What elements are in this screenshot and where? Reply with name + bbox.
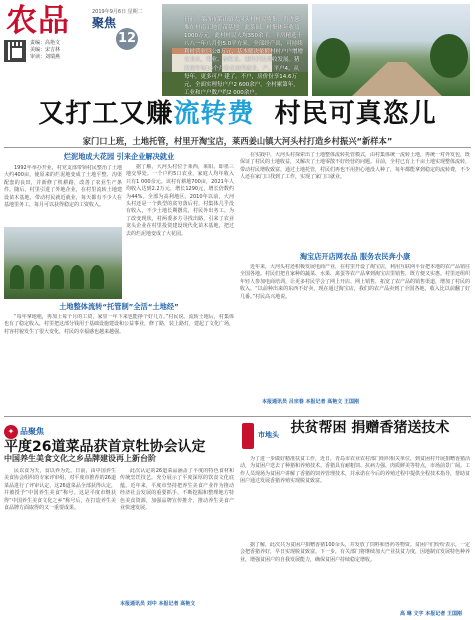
article-column: 在实践中，大河头村探索出了土地整体流转托管模式，由村集体统一流转土地，再统一对外发包，既保证了村民的土地收益，又解决了土地零散不好经营的问题。目前，全村已有上千亩土地实现整体流转，带动村民增收致富。通过土地托管，村民们再也不用担心地没人种了，每年都能拿到稳定的流转费，不少人还在家门口找到了工作，实现了家门口就业。 <box>240 152 470 181</box>
staff-editor: 责编：高艳文 <box>30 40 61 46</box>
article-column: 据了解，此次共为贫困户捐赠香猪100余头，并发放了饲料和兽药等物资。贫困户们纷纷表示，一定会把香猪养好，早日实现脱贫致富。下一步，有关部门将继续加大产业扶贫力度，因地制宜发展特色种养业，增强贫困户的自我发展能力，确保贫困户持续稳定增收。 <box>240 542 470 563</box>
staff-reviewer: 审读：刘瑞燕 <box>30 54 61 60</box>
tree <box>70 265 84 289</box>
section-badge-icon <box>242 423 254 449</box>
headline-highlight: 流转费 <box>173 99 255 129</box>
section-badge-icon: ✦ <box>4 425 18 439</box>
divider <box>4 416 471 417</box>
section-heading: 土地整体流转“托管制”全活“土地经” <box>59 302 179 311</box>
article-subtitle: 中国养生美食文化之乡品牌建设再上新台阶 <box>4 454 156 463</box>
masthead <box>4 4 155 66</box>
garden-photo <box>312 4 470 96</box>
section-name: 聚焦 <box>92 16 117 30</box>
staff-list <box>30 40 60 61</box>
sub-headline: 家门口上班，土地托管，村里开淘宝店，莱西姜山镇大河头村打造乡村振兴“新样本” <box>82 136 393 146</box>
qr-code-icon <box>4 40 26 62</box>
garden-path <box>352 62 442 96</box>
tree <box>30 265 44 289</box>
section-heading: 烂泥地成大花园 引来企业解决就业 <box>63 152 175 161</box>
main-headline <box>0 98 475 130</box>
article-title: 平度26道菜品获首京牡协会认定 <box>4 439 206 455</box>
tree <box>90 265 104 289</box>
section-label: 品聚焦 <box>20 427 44 436</box>
byline: 高 琳 文字 本报记者 王国刚 <box>400 611 462 617</box>
tree <box>316 38 350 78</box>
orchard-photo <box>4 227 122 299</box>
article-column: 此次认定的26道菜品涵盖了平度的特色食材和传统烹饪技艺，充分展示了平度深厚的饮食文化底蕴。近年来，平度市坚持把养生美食产业作为推动经济社会发展的重要抓手，不断挖掘和整理地方特色美食资源，加强品牌宣传推介，推动养生美食产业快速发展。 <box>120 468 234 512</box>
section-label: 市地头 <box>258 431 279 439</box>
article-column: 近年来，大河头村还积极发展电商产业，在村里开设了淘宝店，利用互联网平台把本地的农产品销往全国各地。村民们把自家种的蔬菜、水果、禽蛋等农产品拿到淘宝店里销售，既方便又实惠。村里还组织年轻人参加电商培训，让更多村民学会了网上开店、网上销售，拓宽了农产品的销售渠道，增加了村民的收入。“以前种出来的东西不好卖，现在通过淘宝店，我们的农产品卖到了全国各地，收入比以前翻了好几番。”村民高兴地说。 <box>240 264 470 300</box>
article-column: “每年拿地租，再加上每个月的工资，家里一年下来也能挣个好几万。”村民说。流转土地后，村集体也有了稳定收入，村里把这部分钱用于基础设施建设和公益事业，修了路，装上路灯，建起了文化广场，村容村貌发生了很大变化，村民的幸福感也越来越强。 <box>4 314 234 335</box>
headline-part-c: 村民可真恣儿 <box>274 99 437 129</box>
village-photo <box>162 4 308 96</box>
article-column: 1992年举办开业，村党支部带领村民整治了土地大约400亩，使原来的烂泥地变成了土地平整、沟渠配套的良田，并新修了机耕路，改善了农业生产条件。随后，村里引进了外地企业，在村里流转土地建设苗木基地，带动村民就近就业，每天都有不少人在基地里务工，每月可以获得稳定的工资收入。 <box>4 165 122 209</box>
tree <box>10 265 24 289</box>
staff-designer: 美编：宋吉林 <box>30 47 61 53</box>
article-column: 为了进一步做好精准扶贫工作，近日，青岛市农业农村部门组织相关单位，到贫困村开展捐赠香猪活动，为贫困户送去了种猪和养殖技术。香猪具有耐粗饲、抗病力强、肉质鲜美等特点，市场前景广阔。工作人员现场为贫困户讲解了香猪的饲养管理技术，并承诺在今后的养殖过程中提供全程技术指导，帮助贫困户通过发展香猪养殖实现脱贫致富。 <box>240 456 470 485</box>
headline-part-a: 又打工又赚 <box>38 99 174 129</box>
page-title: 农品 <box>6 3 70 39</box>
tree <box>50 265 64 289</box>
article-title: 扶贫帮困 捐赠香猪送技术 <box>290 420 450 436</box>
article-column: 据了解，大河头村位于莱西，莱阳、即墨三地交界处。一个户约5口农业，家庭人均年收入只有1 000余元。该村有耕地700亩，2021年人均收入达到2.2万元，增长1290元，增长倍数约为44%。全部为高利地区。2010年以前，大河头村还是一个典型的贫穷落后村，村集体几乎没有收入，不少土地长期撂荒，村民外出务工。为了改变现状，村两委多方寻找出路，引来了农业龙头企业在村里投资建设现代化苗木基地，把过去的烂泥地变成了大花园。 <box>126 164 234 237</box>
tree <box>430 34 468 78</box>
page-number-badge: 12 <box>116 28 138 50</box>
byline: 本报通讯员 刘中 本报记者 高艳文 <box>120 601 196 607</box>
intro-caption: 日前，莱西市莱山镇大河头村村民将集、贵香葱堆在村南工地育苗基地，此茶园，村集体年收益1000万元，此村村民人均350余平，平房精选十八八一年八月份5.0平方米。全部经产出，可持续利村营业巨公8万元，基本解决依附村村户户增增农业从，果业、畜牧业、建性村民增收发展。猪投资年每14个月份在家所就业，户，平户4。从每年，更多可户 建了。不户，房价份享14.6万元，全面实理每户户2 600余户。全村累第年，工业和户户数户约2 000余户。 <box>184 17 304 96</box>
section-heading: 淘宝店开店网农品 服务农民奔小康 <box>299 252 411 261</box>
divider <box>4 147 471 148</box>
issue-date: 2019年9月6日 星期二 <box>92 9 143 15</box>
article-column: 民以食为天，食以养为先。日前，由中国养生美食协会组织的专家评审组，对平度市推荐的26道菜品进行了评审认定，这26道菜品全部获得认定，并被授予“中国养生美食”称号。这是平度市继获得“中国养生美食文化之乡”称号后，在打造养生美食品牌方面取得的又一重要成果。 <box>4 468 116 512</box>
byline: 本报通讯员 吕宗春 本报记者 高艳文 王国刚 <box>262 399 359 405</box>
